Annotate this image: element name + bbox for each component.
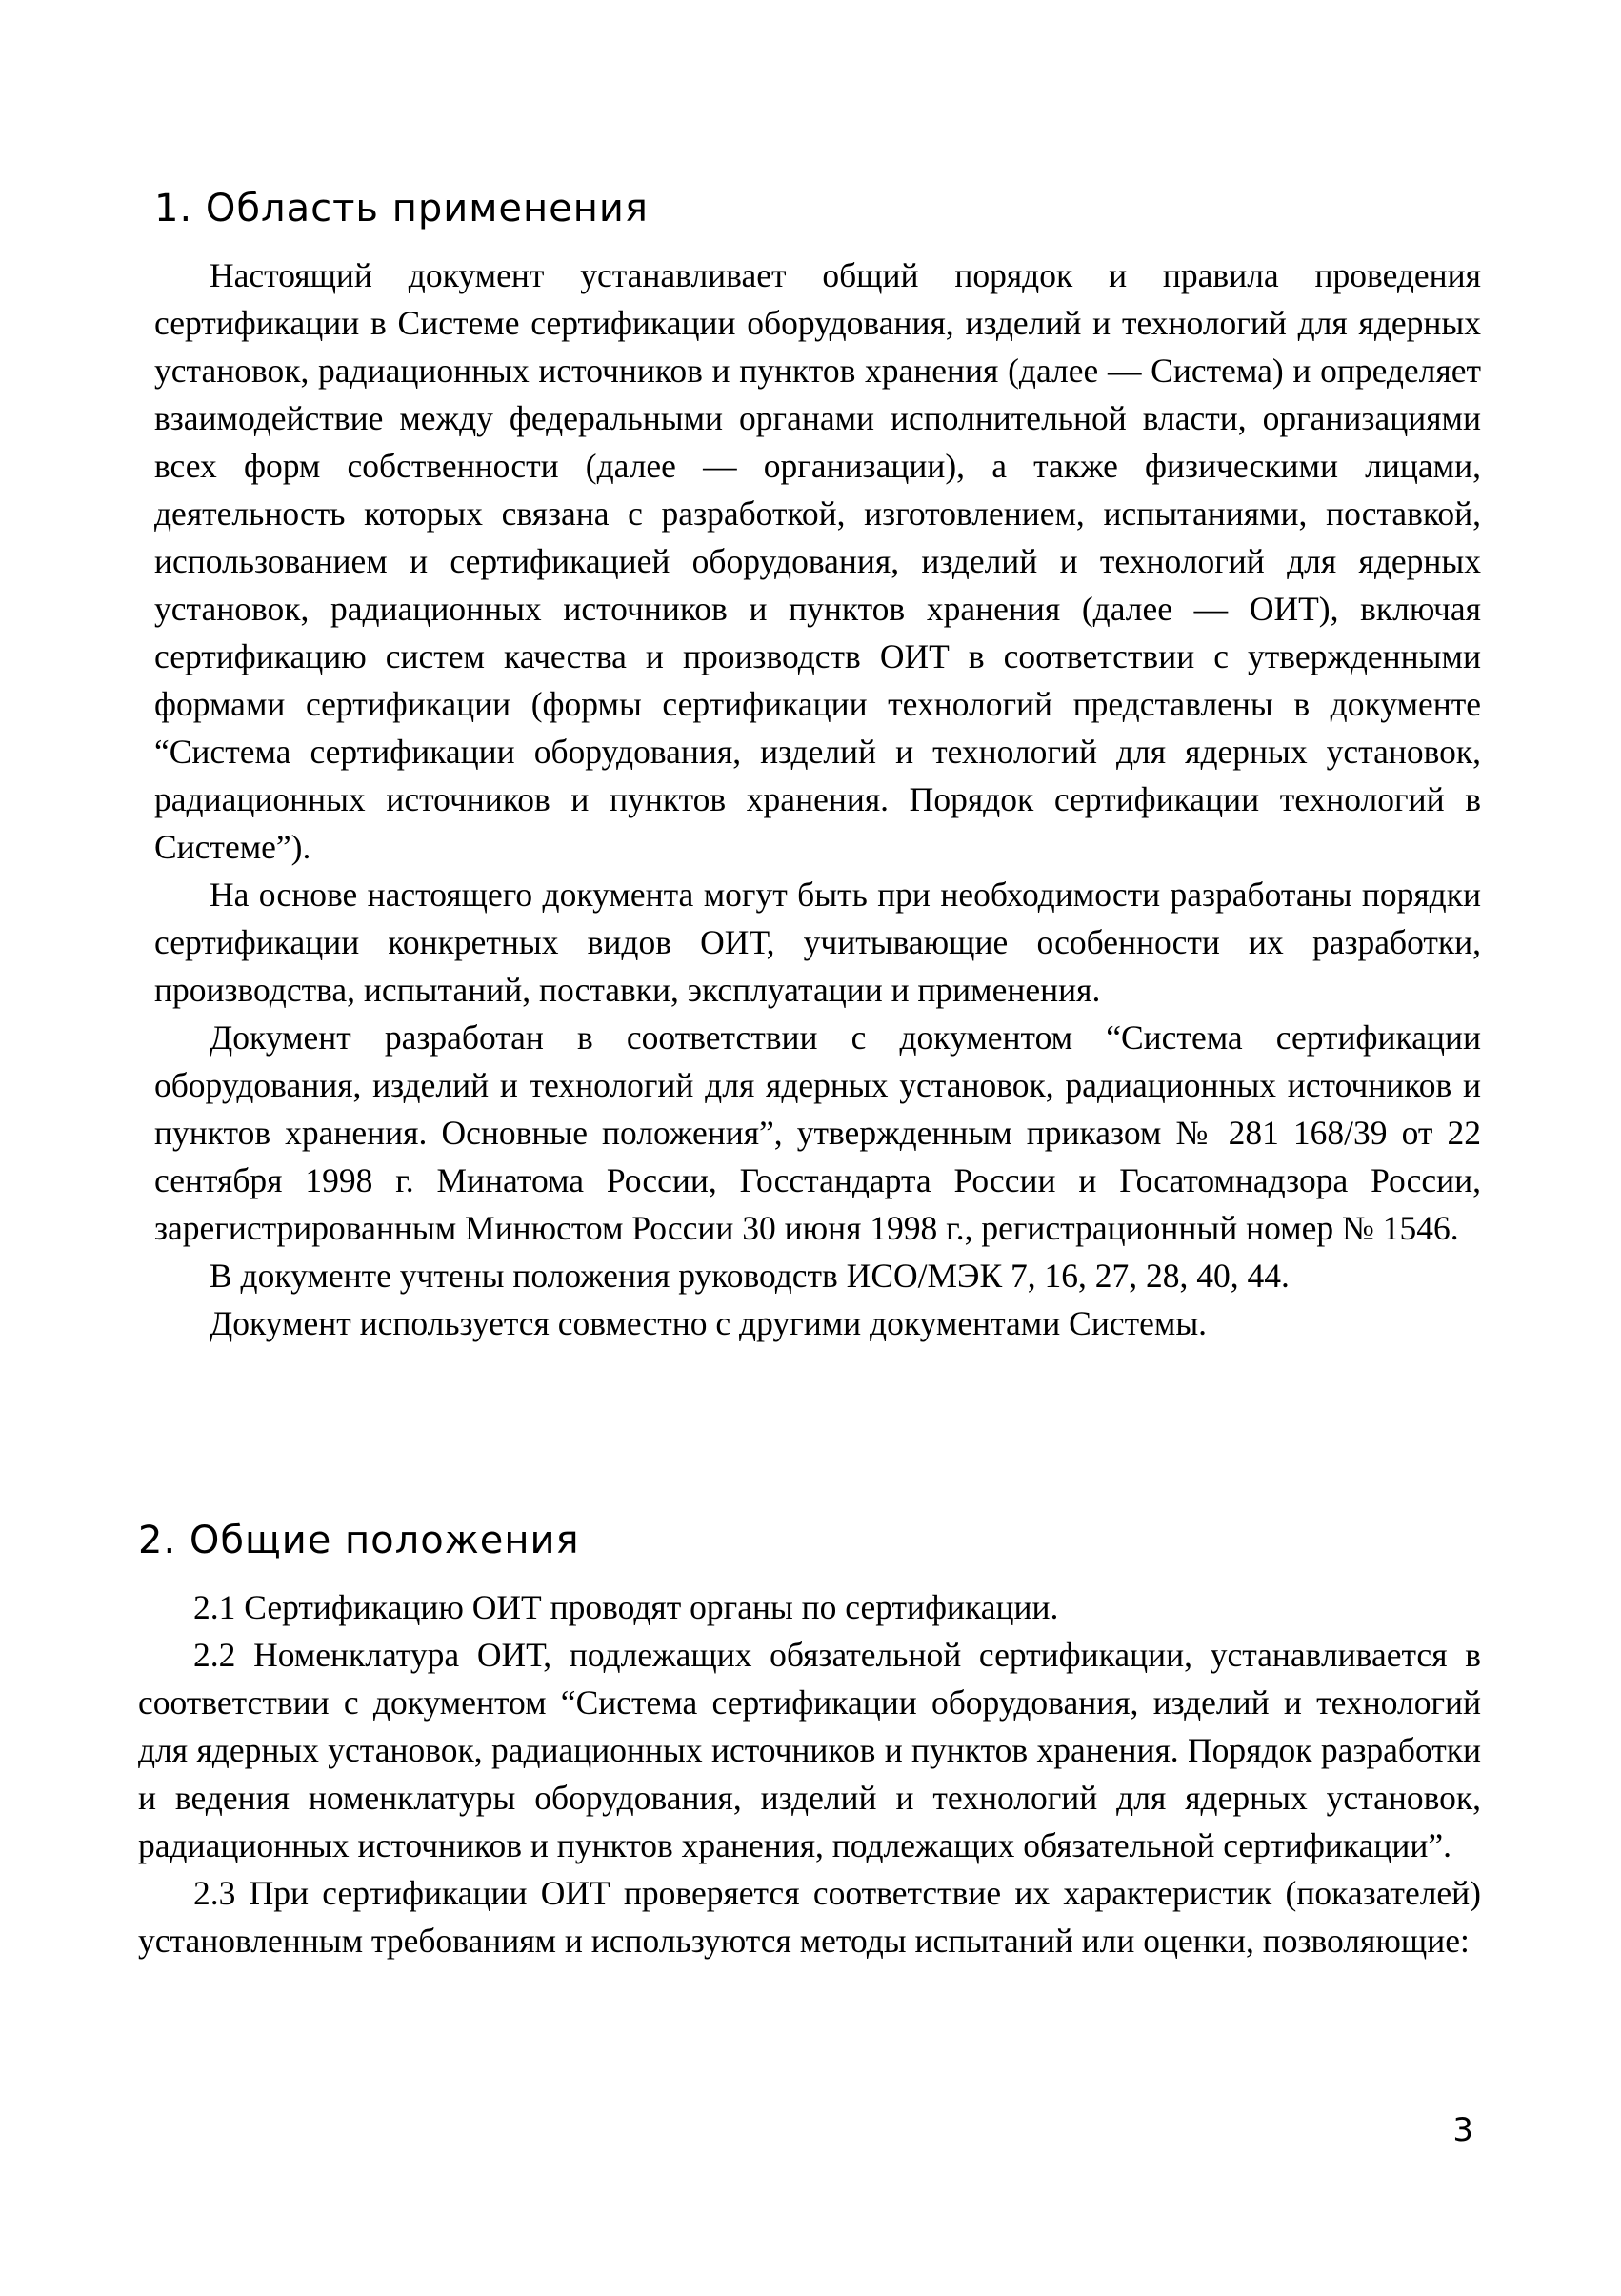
section-2-paragraph-3: 2.3 При сертификации ОИТ проверяется соответствие их характеристик (показателей) установленным требованиям и используются методы испытаний или оценки, позволяющие:: [138, 1874, 1481, 1960]
section-2-paragraph-1: 2.1 Сертификацию ОИТ проводят органы по сертификации.: [193, 1588, 1059, 1626]
section-2-paragraph-2: 2.2 Номенклатура ОИТ, подлежащих обязательной сертификации, устанавливается в соответствии с документом “Система сертификации оборудования, изделий и технологий для ядерных установок, радиационных источников и пунктов хранения. Порядок разработки и ведения номенклатуры оборудования, изделий и технологий для ядерных установок, радиационных источников и пунктов хранения, подлежащих обязательной сертификации”.: [138, 1636, 1481, 1864]
section-1-paragraph-3: Документ разработан в соответствии с документом “Система сертификации оборудования, изделий и технологий для ядерных установок, радиационных источников и пунктов хранения. Основные положения”, утвержденным приказом № 281 168/39 от 22 сентября 1998 г. Минатома России, Госстандарта России и Госатомнадзора России, зарегистрированным Минюстом России 30 июня 1998 г., регистрационный номер № 1546.: [154, 1018, 1481, 1247]
section-1-body: [154, 252, 1481, 1347]
section-1-heading: 1. Область применения: [154, 187, 649, 231]
section-2-heading: 2. Общие положения: [138, 1519, 580, 1562]
section-2-body: [138, 1583, 1481, 1964]
section-1-paragraph-5: Документ используется совместно с другими документами Системы.: [210, 1304, 1208, 1342]
section-1-paragraph-2: На основе настоящего документа могут быть при необходимости разработаны порядки сертификации конкретных видов ОИТ, учитывающие особенности их разработки, производства, испытаний, поставки, эксплуатации и применения.: [154, 876, 1481, 1009]
section-1-paragraph-4: В документе учтены положения руководств ИСО/МЭК 7, 16, 27, 28, 40, 44.: [210, 1257, 1290, 1295]
page-number: 3: [1452, 2111, 1473, 2149]
section-1-paragraph-1: Настоящий документ устанавливает общий порядок и правила проведения сертификации в Системе сертификации оборудования, изделий и технологий для ядерных установок, радиационных источников и пунктов хранения (далее — Система) и определяет взаимодействие между федеральными органами исполнительной власти, организациями всех форм собственности (далее — организации), а также физическими лицами, деятельность которых связана с разработкой, изготовлением, испытаниями, поставкой, использованием и сертификацией оборудования, изделий и технологий для ядерных установок, радиационных источников и пунктов хранения (далее — ОИТ), включая сертификацию систем качества и производств ОИТ в соответствии с утвержденными формами сертификации (формы сертификации технологий представлены в документе “Система сертификации оборудования, изделий и технологий для ядерных установок, радиационных источников и пунктов хранения. Порядок сертификации технологий в Системе”).: [154, 256, 1481, 866]
